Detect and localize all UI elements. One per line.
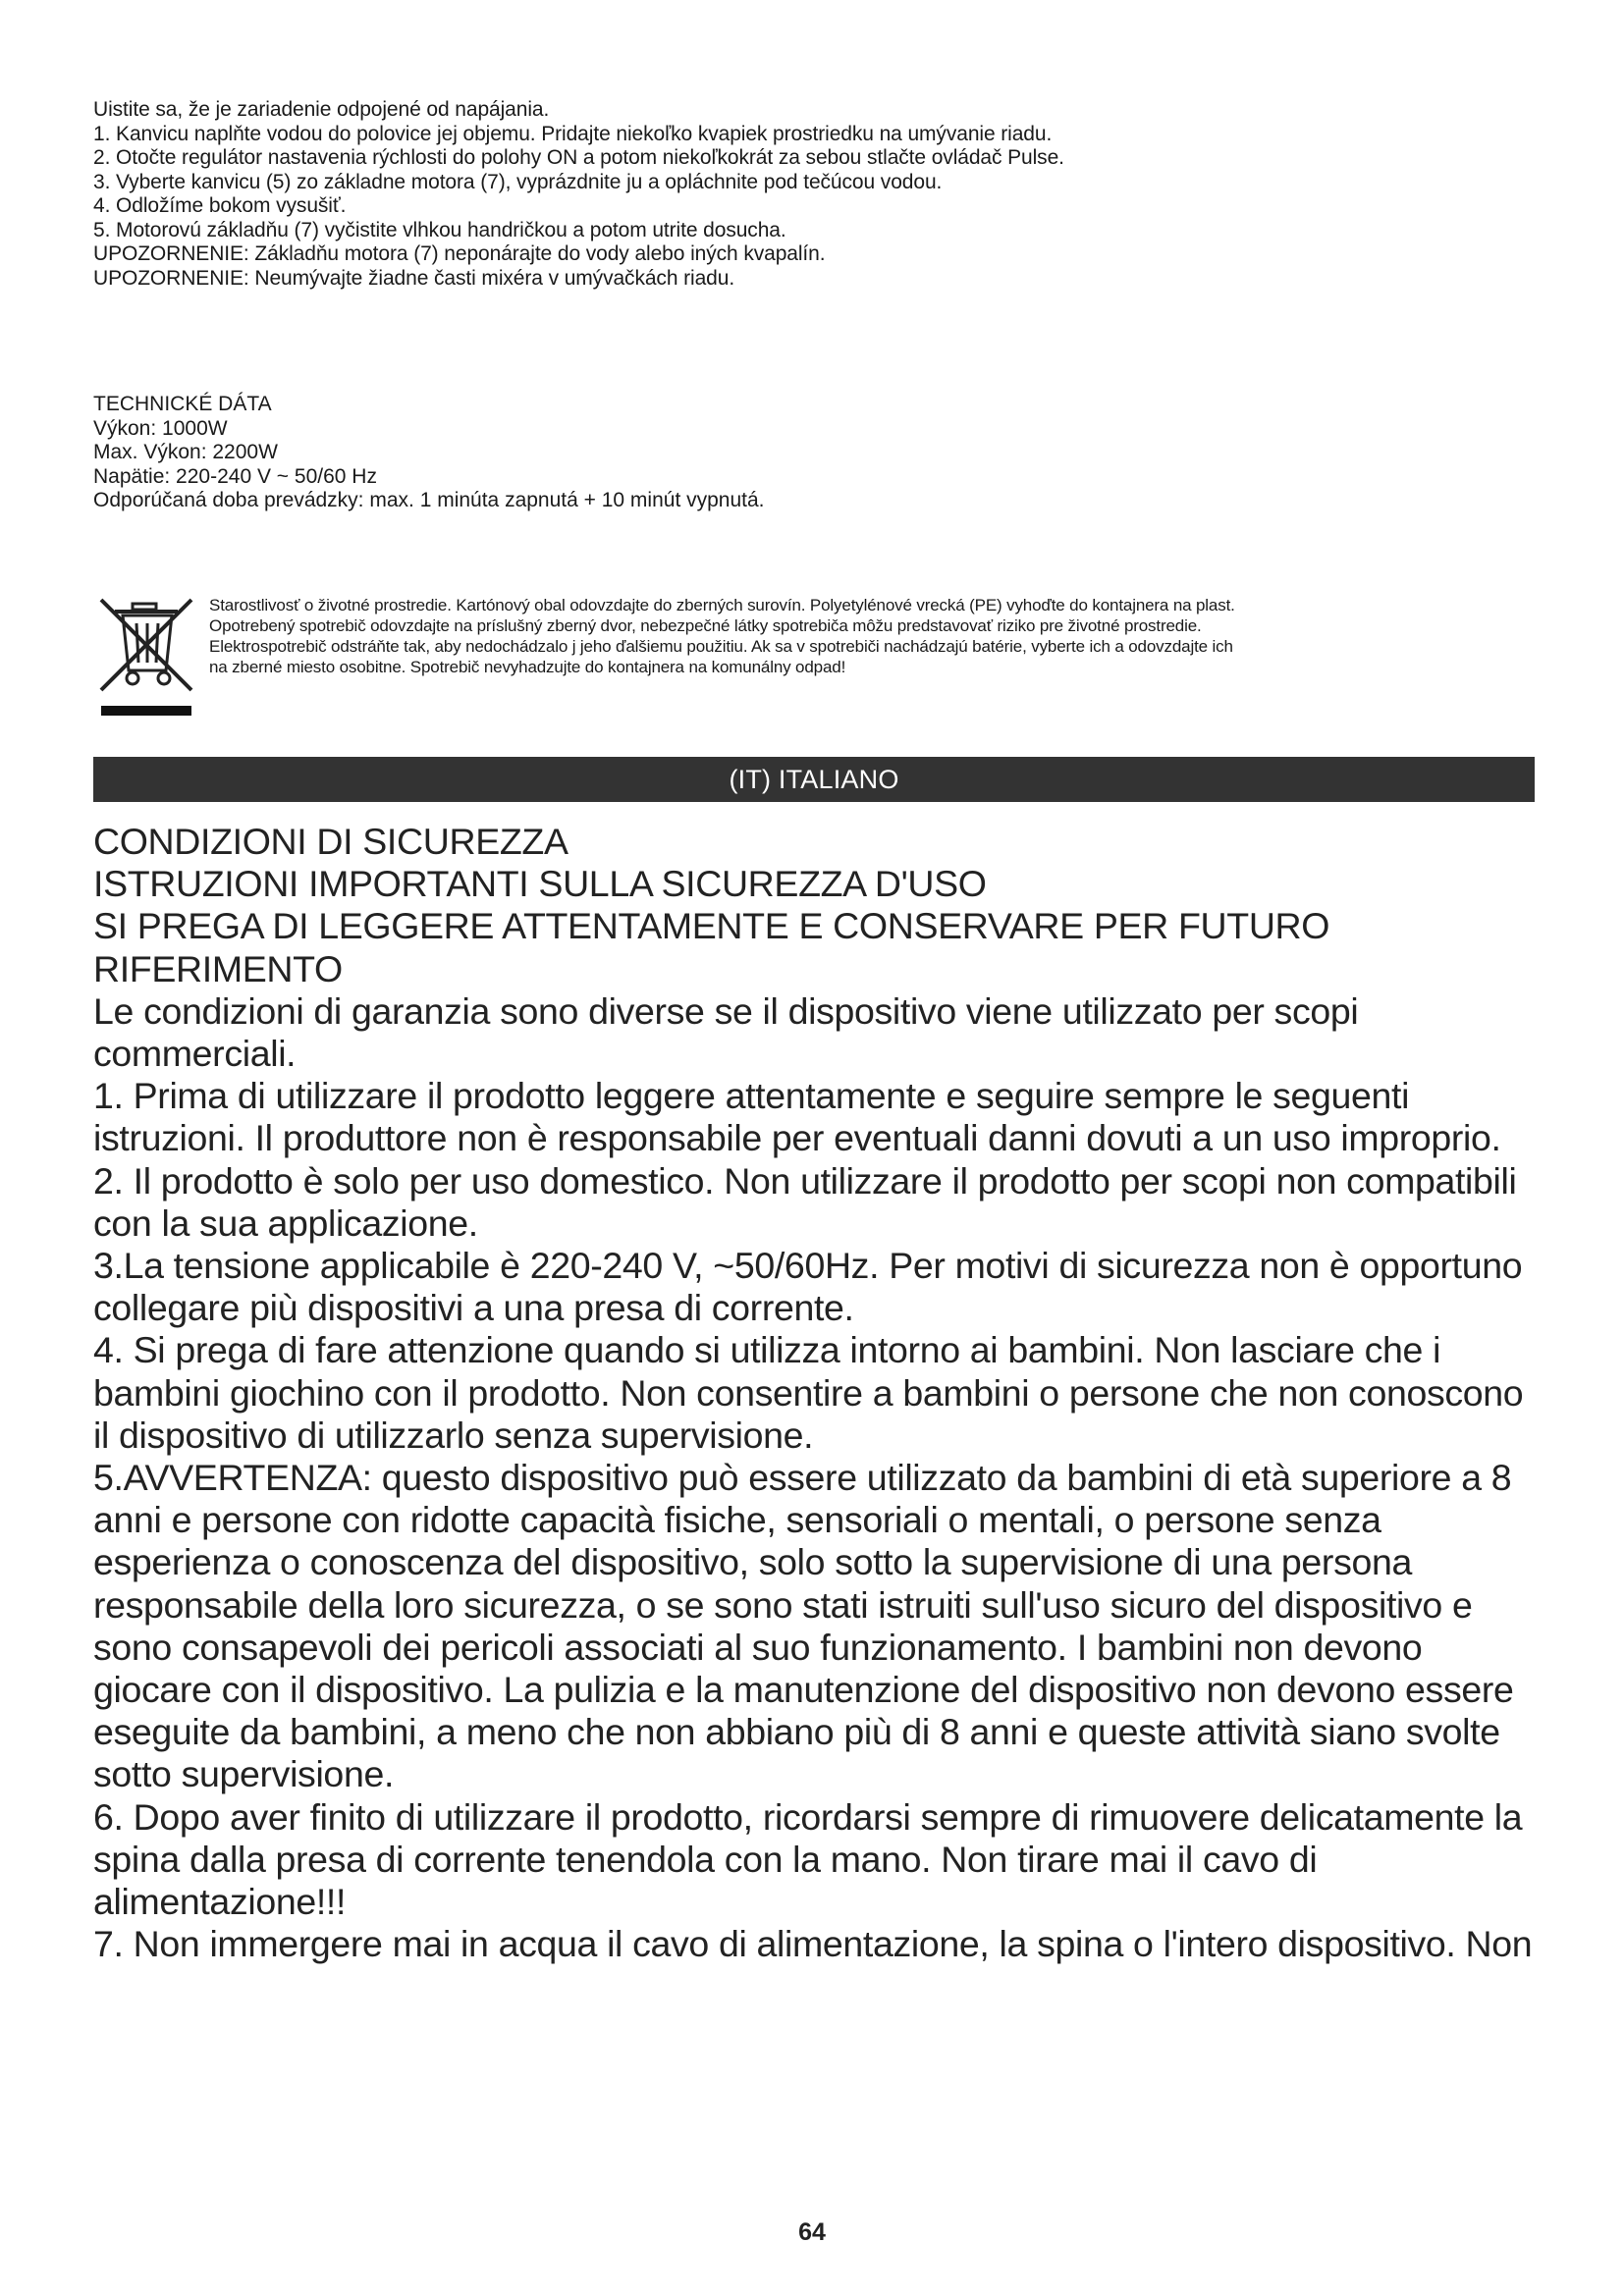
body-line: bambini giochino con il prodotto. Non consentire a bambini o persone che non conoscono [93,1371,1524,1414]
language-section-header: (IT) ITALIANO [93,757,1535,802]
body-line: sotto supervisione. [93,1753,395,1795]
body-line: 6. Dopo aver finito di utilizzare il prodotto, ricordarsi sempre di rimuovere delicatamente la [93,1795,1523,1838]
notice-line: Opotrebený spotrebič odovzdajte na príslušný zberný dvor, nebezpečné látky spotrebiča môžu predstavovať riziko pre životné prostredie. [209,616,1202,635]
instruction-line: 4. Odložíme bokom vysušiť. [93,194,347,217]
body-line: spina dalla presa di corrente tenendola con la mano. Non tirare mai il cavo di [93,1838,1318,1880]
technical-data-heading: TECHNICKÉ DÁTA [93,393,272,415]
spec-power: Výkon: 1000W [93,416,228,440]
instruction-line: 2. Otočte regulátor nastavenia rýchlosti do polohy ON a potom niekoľkokrát za sebou stlačte ovládač Pulse. [93,146,1064,169]
notice-line: Starostlivosť o životné prostredie. Kartónový obal odovzdajte do zberných surovín. Polyetylénové vrecká (PE) vyhoďte do kontajnera na plast. [209,596,1235,614]
body-line: giocare con il dispositivo. La pulizia e la manutenzione del dispositivo non devono essere [93,1669,1514,1711]
section-heading: CONDIZIONI DI SICUREZZA [93,821,568,862]
body-line: il dispositivo di utilizzarlo senza supervisione. [93,1414,814,1456]
body-line: sono consapevoli dei pericoli associati al suo funzionamento. I bambini non devono [93,1626,1423,1668]
instruction-line: 1. Kanvicu naplňte vodou do polovice jej objemu. Pridajte niekoľko kvapiek prostriedku na umývanie riadu. [93,122,1053,145]
spec-operating-time: Odporúčaná doba prevádzky: max. 1 minúta zapnutá + 10 minút vypnutá. [93,489,765,511]
spec-max-power: Max. Výkon: 2200W [93,441,278,463]
instruction-line: 3. Vyberte kanvicu (5) zo základne motora (7), vyprázdnite ju a opláchnite pod tečúcou vodou. [93,170,943,193]
slovak-cleaning-instructions [93,98,1527,291]
body-line: anni e persone con ridotte capacità fisiche, sensoriali o mentali, o persone senza [93,1499,1381,1541]
body-line: responsabile della loro sicurezza, o se sono stati istruiti sull'uso sicuro del dispositivo e [93,1583,1473,1626]
page-number: 64 [798,2218,826,2246]
section-heading: SI PREGA DI LEGGERE ATTENTAMENTE E CONSERVARE PER FUTURO [93,905,1330,947]
body-line: commerciali. [93,1033,297,1075]
body-line: con la sua applicazione. [93,1201,478,1244]
warning-line: UPOZORNENIE: Neumývajte žiadne časti mixéra v umývačkách riadu. [93,266,735,290]
section-heading: ISTRUZIONI IMPORTANTI SULLA SICUREZZA D'USO [93,863,987,905]
notice-line: Elektrospotrebič odstráňte tak, aby nedochádzalo j jeho ďalšiemu použitiu. Ak sa v spotrebiči nachádzajú batérie, vyberte ich a odovzdajte ich [209,637,1233,656]
body-line: esperienza o conoscenza del dispositivo, solo sotto la supervisione di una persona [93,1541,1412,1583]
warning-line: UPOZORNENIE: Základňu motora (7) neponárajte do vody alebo iných kvapalín. [93,242,826,265]
instruction-line: 5. Motorovú základňu (7) vyčistite vlhkou handričkou a potom utrite dosucha. [93,218,786,241]
body-line: 5.AVVERTENZA: questo dispositivo può essere utilizzato da bambini di età superiore a 8 [93,1457,1512,1499]
technical-data [93,393,1527,513]
notice-line: na zberné miesto osobitne. Spotrebič nevyhadzujte do kontajnera na komunálny odpad! [209,658,846,676]
body-line: 7. Non immergere mai in acqua il cavo di alimentazione, la spina o l'intero dispositivo. Non [93,1923,1533,1965]
body-line: 1. Prima di utilizzare il prodotto leggere attentamente e seguire sempre le seguenti [93,1075,1410,1117]
body-line: 2. Il prodotto è solo per uso domestico. Non utilizzare il prodotto per scopi non compatibili [93,1159,1517,1201]
body-line: eseguite da bambini, a meno che non abbiano più di 8 anni e queste attività siano svolte [93,1711,1500,1753]
crossed-out-wheelie-bin-icon [95,592,197,721]
body-line: 3.La tensione applicabile è 220-240 V, ~50/60Hz. Per motivi di sicurezza non è opportuno [93,1245,1523,1287]
spec-voltage: Napätie: 220-240 V ~ 50/60 Hz [93,464,377,488]
body-line: 4. Si prega di fare attenzione quando si utilizza intorno ai bambini. Non lasciare che i [93,1329,1441,1371]
environmental-notice [209,595,1535,677]
body-line: Le condizioni di garanzia sono diverse se il dispositivo viene utilizzato per scopi [93,989,1359,1032]
section-heading: RIFERIMENTO [93,947,343,989]
body-line: alimentazione!!! [93,1881,347,1923]
body-line: istruzioni. Il produttore non è responsabile per eventuali danni dovuti a un uso improprio. [93,1117,1501,1159]
instruction-line: Uistite sa, že je zariadenie odpojené od napájania. [93,98,550,121]
italian-safety-section [93,821,1546,1965]
body-line: collegare più dispositivi a una presa di corrente. [93,1287,854,1329]
